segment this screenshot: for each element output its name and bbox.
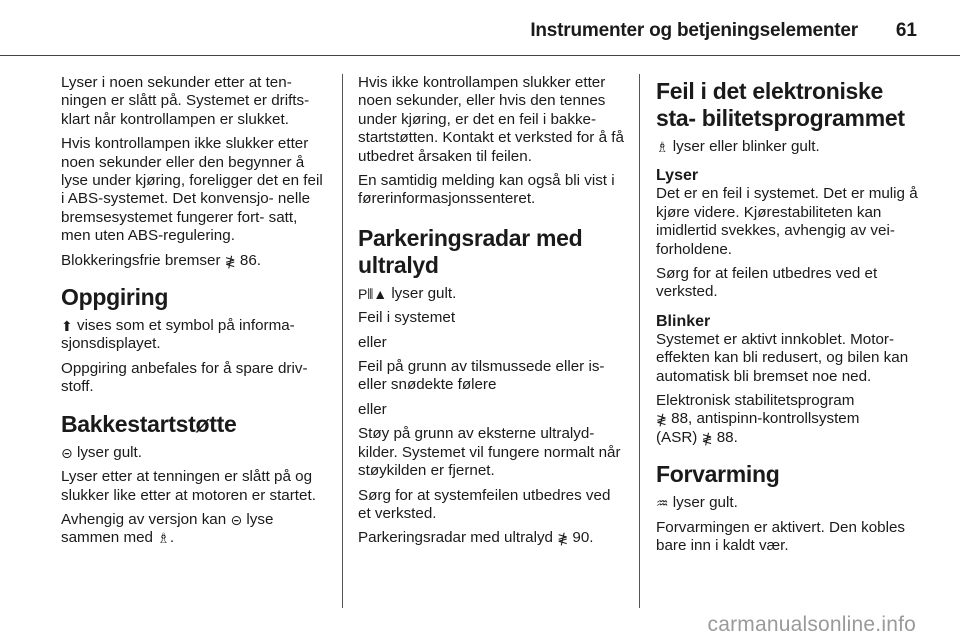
blinker-paragraph-1: Systemet er aktivt innkoblet. Motor- effekten kan bli redusert, og bilen kan automatisk bli bremset noe ned. xyxy=(656,330,909,385)
page-ref-icon: ≹ xyxy=(656,412,667,428)
bakke-paragraph-1 xyxy=(61,444,329,462)
lyser-paragraph-2: Sørg for at feilen utbedres ved et verksted. xyxy=(656,265,878,301)
watermark: carmanualsonline.info xyxy=(707,613,916,636)
oppgiring-paragraph-2: Oppgiring anbefales for å spare driv- stoff. xyxy=(61,359,308,396)
esp-icon: ♗ xyxy=(157,530,170,547)
heading-lyser: Lyser xyxy=(656,167,699,185)
esp-reference-page[interactable]: 88, antispinn-kontrollsystem xyxy=(671,410,860,428)
bakke-text-1: lyser gult. xyxy=(76,443,142,461)
abs-paragraph-1: Lyser i noen sekunder etter at ten- ningen er slått på. Systemet er drifts- klart når kontrollampen er slukket. xyxy=(61,74,310,128)
column-divider-1 xyxy=(342,74,343,608)
abs-paragraph-2: Hvis kontrollampen ikke slukker etter noen sekunder eller den begynner å lyse under kjøring, foreligger det en feil i ABS-systemet. Det konvensjo- nelle bremsesystemet fungerer fort- satt, men uten ABS-regulering. xyxy=(61,135,323,245)
bakke-text-3c: . xyxy=(169,529,175,547)
heading-parkeringsradar: Parkeringsradar med ultralyd xyxy=(358,224,583,278)
bakke-cont-paragraph-2: En samtidig melding kan også bli vist i førerinformasjonssenteret. xyxy=(358,172,615,208)
lyser-paragraph-1: Det er en feil i systemet. Det er mulig å kjøre videre. Kjørestabiliteten kan imidlertid svekkes, avhengig av vei- forholdene. xyxy=(656,185,918,258)
column-3 xyxy=(656,78,924,562)
esp-icon: ♗ xyxy=(656,139,669,155)
park-paragraph-6: Støy på grunn av eksterne ultralyd- kilder. Systemet vil fungere normalt når støykilden er fjernet. xyxy=(358,425,621,480)
page-header xyxy=(0,0,960,58)
forvarming-paragraph-2: Forvarmingen er aktivert. Den kobles bare inn i kaldt vær. xyxy=(656,518,906,555)
glow-plug-icon: ♒ xyxy=(656,495,669,512)
upshift-icon: ⬆ xyxy=(61,318,73,335)
hill-start-assist-icon: ⊝ xyxy=(230,511,243,528)
esp-text-1: lyser eller blinker gult. xyxy=(672,138,820,155)
heading-bakkestartstotte: Bakkestartstøtte xyxy=(61,410,237,437)
heading-oppgiring: Oppgiring xyxy=(61,284,169,311)
asr-reference-text: (ASR) xyxy=(656,428,698,446)
hill-start-assist-icon: ⊝ xyxy=(61,444,73,461)
parking-radar-icon: P⫴▲ xyxy=(358,285,388,302)
park-paragraph-5: eller xyxy=(358,400,387,418)
bakke-paragraph-3 xyxy=(61,511,329,548)
park-paragraph-3: eller xyxy=(358,333,387,351)
heading-blinker: Blinker xyxy=(656,312,711,330)
column-1 xyxy=(61,74,329,554)
park-paragraph-7: Sørg for at systemfeilen utbedres ved et verksted. xyxy=(358,486,611,522)
heading-esp-fault: Feil i det elektroniske sta- bilitetsprogrammet xyxy=(656,78,905,131)
park-text-1: lyser gult. xyxy=(391,284,457,302)
heading-forvarming: Forvarming xyxy=(656,461,780,488)
park-reference xyxy=(358,529,626,547)
page-header-title: Instrumenter og betjeningselementer xyxy=(530,20,858,41)
bakke-text-3a: Avhengig av versjon kan xyxy=(61,510,227,528)
esp-reference-text: Elektronisk stabilitetsprogram xyxy=(656,392,855,410)
bakke-paragraph-2: Lyser etter at tenningen er slått på og slukker like etter at motoren er startet. xyxy=(61,468,316,504)
column-divider-2 xyxy=(639,74,640,608)
abs-reference-page[interactable]: 86. xyxy=(239,251,262,269)
blinker-paragraph-2 xyxy=(656,392,924,447)
forvarming-paragraph-1 xyxy=(656,494,924,512)
bakke-text-3b: lyse sammen med xyxy=(61,510,274,547)
oppgiring-paragraph-1 xyxy=(61,317,329,354)
asr-reference-page[interactable]: 88. xyxy=(716,428,738,446)
park-reference-text: Parkeringsradar med ultralyd xyxy=(358,529,553,547)
page-ref-icon: ≹ xyxy=(224,253,236,269)
abs-reference xyxy=(61,252,329,270)
page-ref-icon: ≹ xyxy=(701,430,713,446)
page-number: 61 xyxy=(895,20,917,41)
bakke-cont-paragraph-1: Hvis ikke kontrollampen slukker etter noen sekunder, eller hvis den tennes under kjøring, er det en feil i bakke- startstøtten. Kontakt et verksted for å få utbedret årsaken til feilen. xyxy=(358,74,624,165)
abs-reference-text: Blokkeringsfrie bremser xyxy=(61,251,221,269)
oppgiring-text-1: vises som et symbol på informa- sjonsdisplayet. xyxy=(61,317,295,353)
esp-paragraph-1 xyxy=(656,138,924,156)
column-2 xyxy=(358,74,626,554)
forvarming-text-1: lyser gult. xyxy=(672,494,738,512)
park-paragraph-1 xyxy=(358,285,626,303)
park-paragraph-4: Feil på grunn av tilsmussede eller is- eller snødekte følere xyxy=(358,358,605,394)
park-paragraph-2: Feil i systemet xyxy=(358,309,456,327)
header-divider xyxy=(0,55,960,56)
park-reference-page[interactable]: 90. xyxy=(572,529,594,547)
page-ref-icon: ≹ xyxy=(557,531,569,547)
